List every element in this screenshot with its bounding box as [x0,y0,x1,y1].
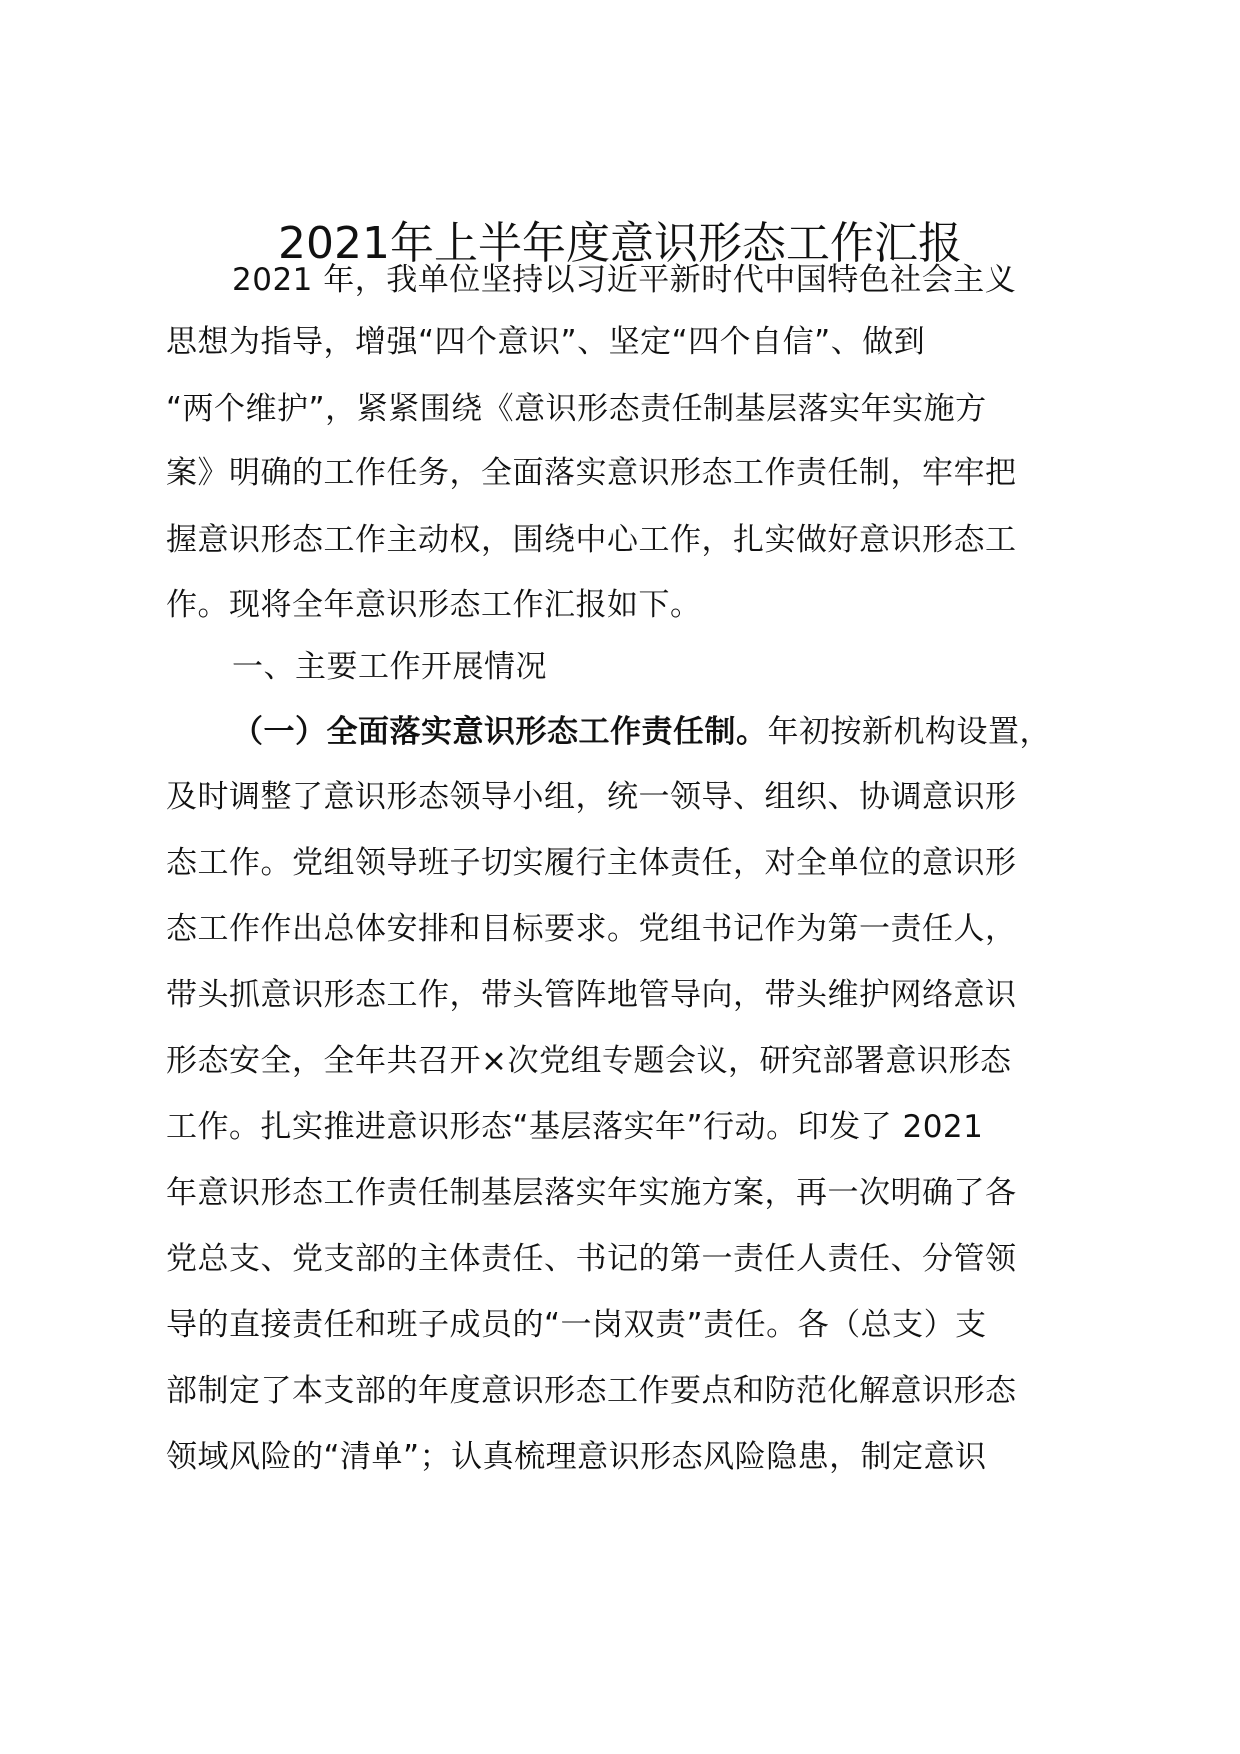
subsection-first-line [232,712,1112,752]
body-line-1: 及时调整了意识形态领导小组，统一领导、组织、协调意识形 [166,779,1017,815]
body-line-8: 党总支、党支部的主体责任、书记的第一责任人责任、分管领 [166,1241,1017,1277]
body-line-7: 年意识形态工作责任制基层落实年实施方案，再一次明确了各 [166,1175,1017,1211]
intro-line-6: 作。现将全年意识形态工作汇报如下。 [166,587,702,623]
intro-line-1: 2021 年，我单位坚持以习近平新时代中国特色社会主义 [232,262,1017,298]
intro-line-5: 握意识形态工作主动权，围绕中心工作，扎实做好意识形态工 [166,522,1017,558]
body-line-2: 态工作。党组领导班子切实履行主体责任，对全单位的意识形 [166,845,1017,881]
document-title: 2021年上半年度意识形态工作汇报 [278,218,962,269]
body-line-3: 态工作作出总体安排和目标要求。党组书记作为第一责任人， [166,911,1017,947]
body-line-10: 部制定了本支部的年度意识形态工作要点和防范化解意识形态 [166,1373,1017,1409]
body-line-4: 带头抓意识形态工作，带头管阵地管导向，带头维护网络意识 [166,977,1017,1013]
body-line-11: 领域风险的“清单”；认真梳理意识形态风险隐患，制定意识 [166,1439,987,1475]
body-line-5: 形态安全，全年共召开×次党组专题会议，研究部署意识形态 [166,1043,1012,1079]
section-heading: 一、主要工作开展情况 [232,649,547,685]
body-line-6: 工作。扎实推进意识形态“基层落实年”行动。印发了 2021 [166,1109,984,1145]
subsection-first-line-text: 年初按新机构设置， [767,714,1051,750]
intro-line-2: 思想为指导，增强“四个意识”、坚定“四个自信”、做到 [166,324,926,360]
subsection-heading: （一）全面落实意识形态工作责任制。 [232,714,768,750]
intro-line-3: “两个维护”，紧紧围绕《意识形态责任制基层落实年实施方 [166,391,987,427]
intro-line-4: 案》明确的工作任务，全面落实意识形态工作责任制，牢牢把 [166,455,1017,491]
body-line-9: 导的直接责任和班子成员的“一岗双责”责任。各（总支）支 [166,1307,987,1343]
